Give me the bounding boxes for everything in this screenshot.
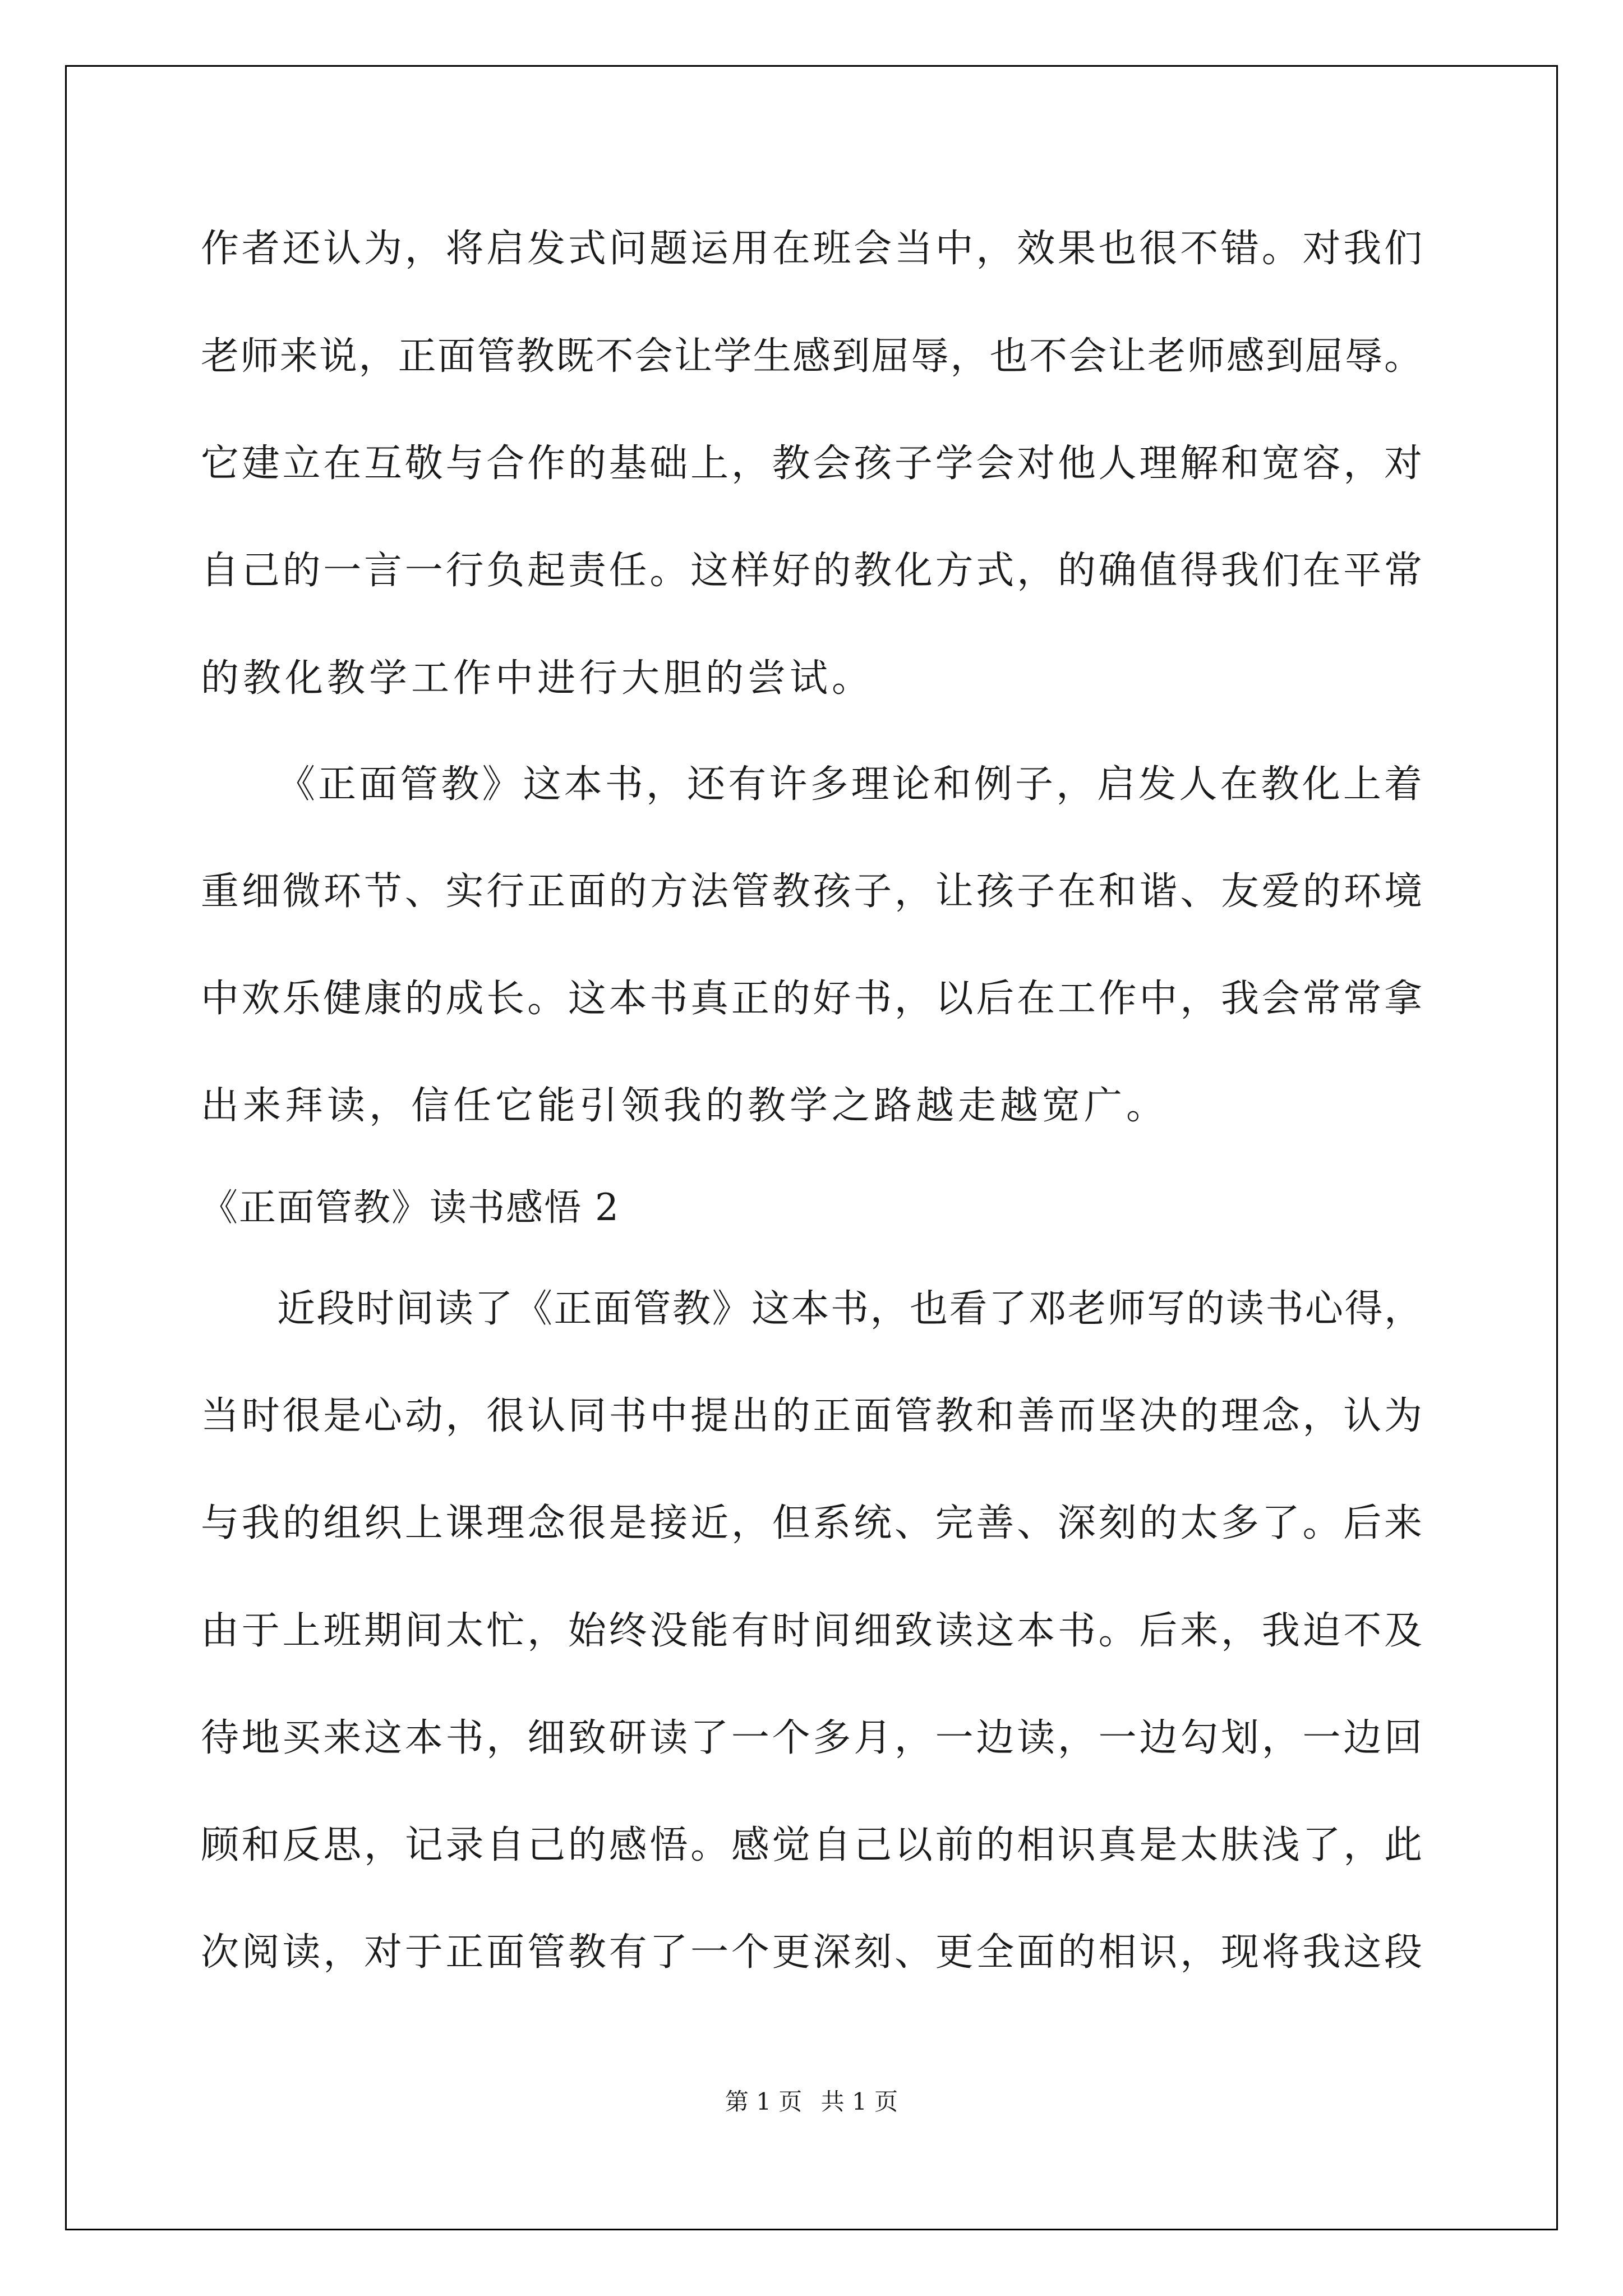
- paragraph-line: 顾和反思，记录自己的感悟。感觉自己以前的相识真是太肤浅了，此: [201, 1823, 1422, 1867]
- paragraph-line: 由于上班期间太忙，始终没能有时间细致读这本书。后来，我迫不及: [201, 1609, 1422, 1653]
- paragraph-line: 次阅读，对于正面管教有了一个更深刻、更全面的相识，现将我这段: [201, 1930, 1422, 1975]
- page-total: 共 1 页: [820, 2088, 898, 2115]
- page-footer: [0, 2085, 1623, 2119]
- paragraph-line: 它建立在互敬与合作的基础上，教会孩子学会对他人理解和宽容，对: [201, 441, 1422, 486]
- paragraph-line: 待地买来这本书，细致研读了一个多月，一边读，一边勾划，一边回: [201, 1716, 1422, 1760]
- page-number: 第 1 页: [725, 2088, 803, 2115]
- paragraph-line: 《正面管教》这本书，还有许多理论和例子，启发人在教化上着: [277, 762, 1422, 807]
- paragraph-line: 重细微环节、实行正面的方法管教孩子，让孩子在和谐、友爱的环境: [201, 869, 1422, 914]
- paragraph-line: 中欢乐健康的成长。这本书真正的好书，以后在工作中，我会常常拿: [201, 977, 1422, 1021]
- paragraph-line: 出来拜读，信任它能引领我的教学之路越走越宽广。: [201, 1084, 1169, 1128]
- paragraph-line: 自己的一言一行负起责任。这样好的教化方式，的确值得我们在平常: [201, 549, 1422, 593]
- section-heading: 《正面管教》读书感悟 2: [201, 1186, 620, 1229]
- paragraph-line: 当时很是心动，很认同书中提出的正面管教和善而坚决的理念，认为: [201, 1394, 1422, 1438]
- paragraph-line: 作者还认为，将启发式问题运用在班会当中，效果也很不错。对我们: [201, 227, 1422, 271]
- paragraph-line: 的教化教学工作中进行大胆的尝试。: [201, 656, 874, 701]
- paragraph-line: 老师来说，正面管教既不会让学生感到屈辱，也不会让老师感到屈辱。: [201, 334, 1422, 379]
- page-border: [65, 65, 1558, 2230]
- paragraph-line: 与我的组织上课理念很是接近，但系统、完善、深刻的太多了。后来: [201, 1501, 1422, 1545]
- paragraph-line: 近段时间读了《正面管教》这本书，也看了邓老师写的读书心得，: [277, 1287, 1422, 1331]
